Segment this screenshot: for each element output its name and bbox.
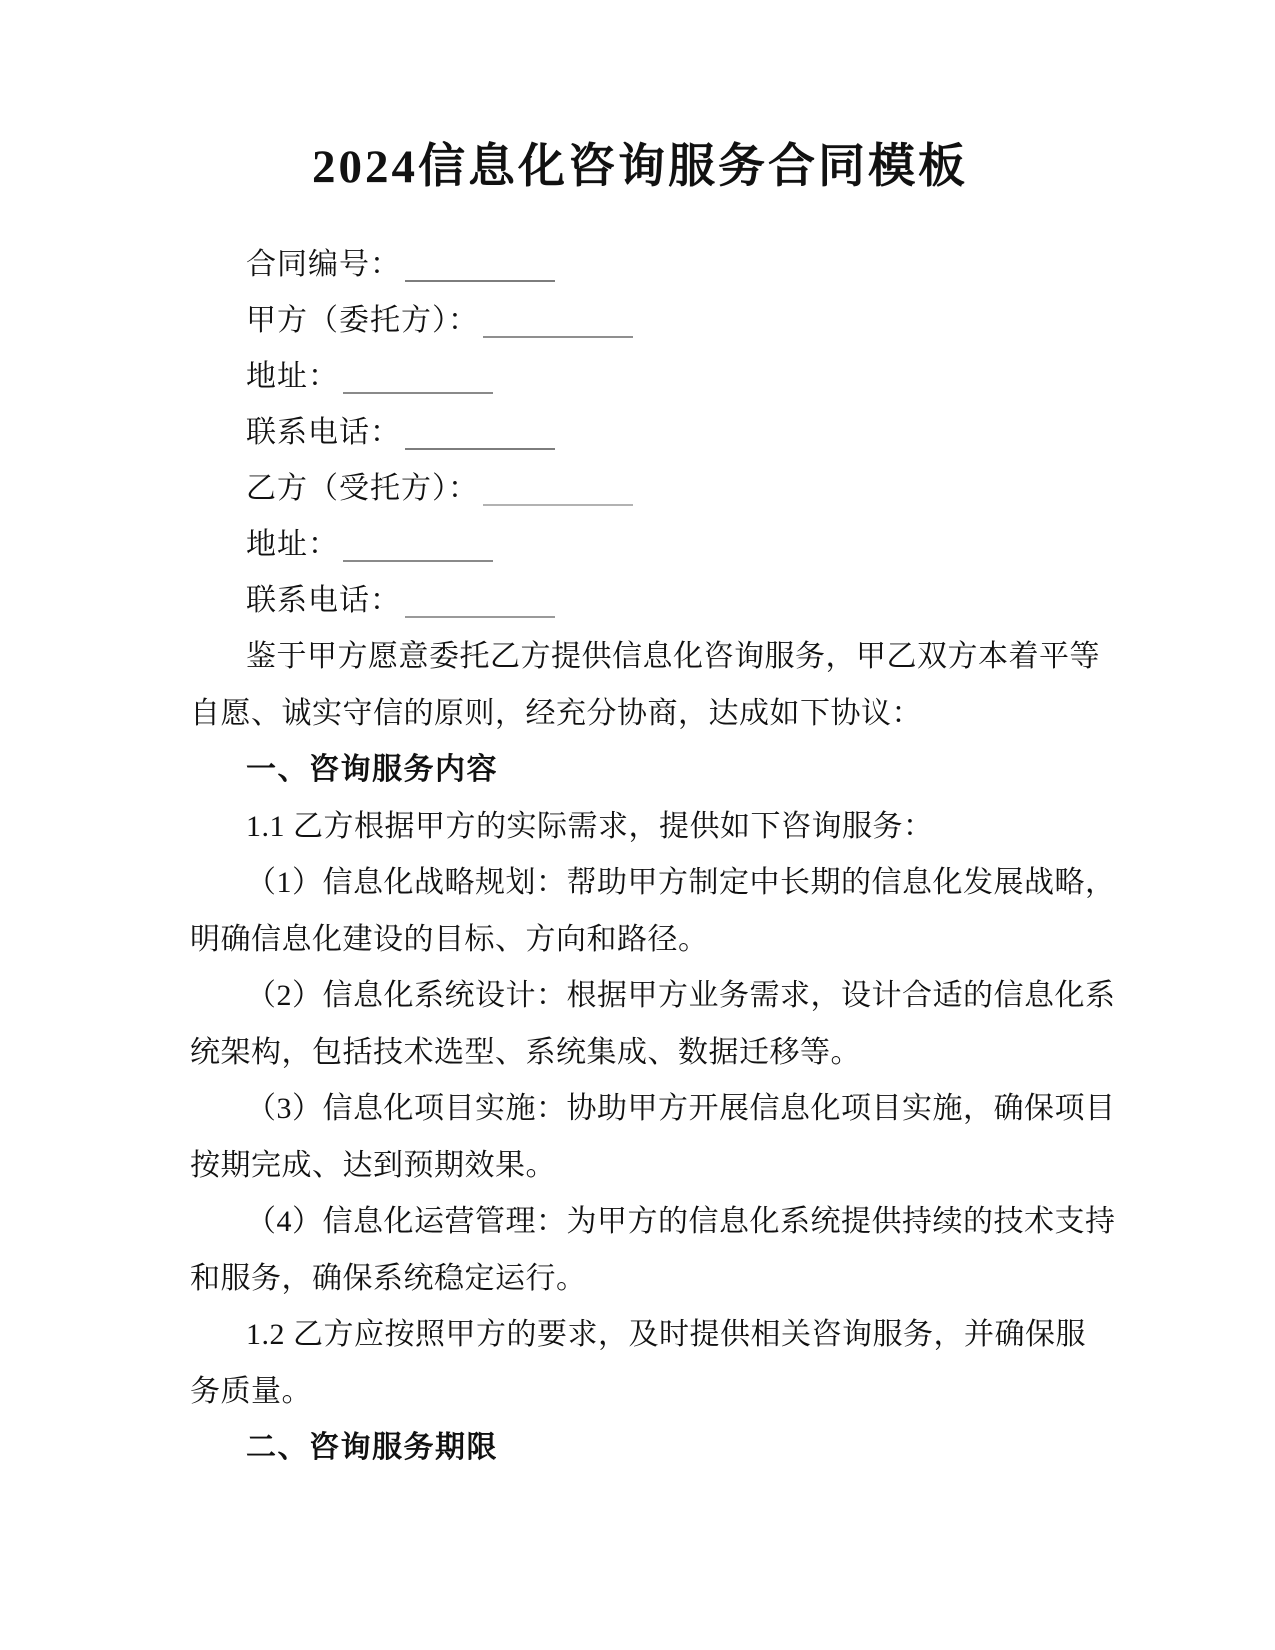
body-text-line: （2）信息化系统设计：根据甲方业务需求，设计合适的信息化系 [246,979,1116,1012]
field-line [190,513,1090,569]
field-blank-underline [405,240,555,282]
field-blank-underline [405,576,555,618]
body-text-line: （3）信息化项目实施：协助甲方开展信息化项目实施，确保项目 [246,1092,1116,1125]
field-blank-underline [483,464,633,506]
field-label: 联系电话： [246,584,401,617]
body-text-line: 明确信息化建设的目标、方向和路径。 [190,922,709,956]
field-blank-underline [483,296,633,338]
body-text-line: 一、咨询服务内容 [246,753,498,786]
field-label: 地址： [246,360,339,393]
body-text-line: 统架构，包括技术选型、系统集成、数据迁移等。 [190,1035,861,1069]
contract-body [190,629,1116,1477]
body-text-line: 自愿、诚实守信的原则，经充分协商，达成如下协议： [190,696,922,730]
field-label: 联系电话： [246,416,401,449]
body-text-line: 二、咨询服务期限 [246,1431,498,1464]
field-line [190,289,1090,345]
field-line [190,345,1090,401]
body-text-line: （4）信息化运营管理：为甲方的信息化系统提供持续的技术支持 [246,1205,1116,1238]
field-blank-underline [343,520,493,562]
body-text-line: （1）信息化战略规划：帮助甲方制定中长期的信息化发展战略， [246,866,1116,899]
body-text-line: 1.1 乙方根据甲方的实际需求，提供如下咨询服务： [246,809,934,843]
field-line [190,233,1090,289]
field-label: 合同编号： [246,248,401,281]
field-line [190,401,1090,457]
field-label: 甲方（委托方）： [246,304,479,337]
field-line [190,569,1090,625]
contract-fields [190,233,1090,625]
body-text-line: 和服务，确保系统稳定运行。 [190,1261,587,1295]
body-text-line: 务质量。 [190,1374,312,1408]
body-text-line: 按期完成、达到预期效果。 [190,1148,556,1182]
field-label: 地址： [246,528,339,561]
field-blank-underline [343,352,493,394]
document-title: 2024信息化咨询服务合同模板 [312,141,968,193]
field-label: 乙方（受托方）： [246,472,479,505]
body-text-line: 鉴于甲方愿意委托乙方提供信息化咨询服务，甲乙双方本着平等 [246,640,1100,673]
body-text-line: 1.2 乙方应按照甲方的要求，及时提供相关咨询服务，并确保服 [246,1318,1086,1351]
field-line [190,457,1090,513]
field-blank-underline [405,408,555,450]
